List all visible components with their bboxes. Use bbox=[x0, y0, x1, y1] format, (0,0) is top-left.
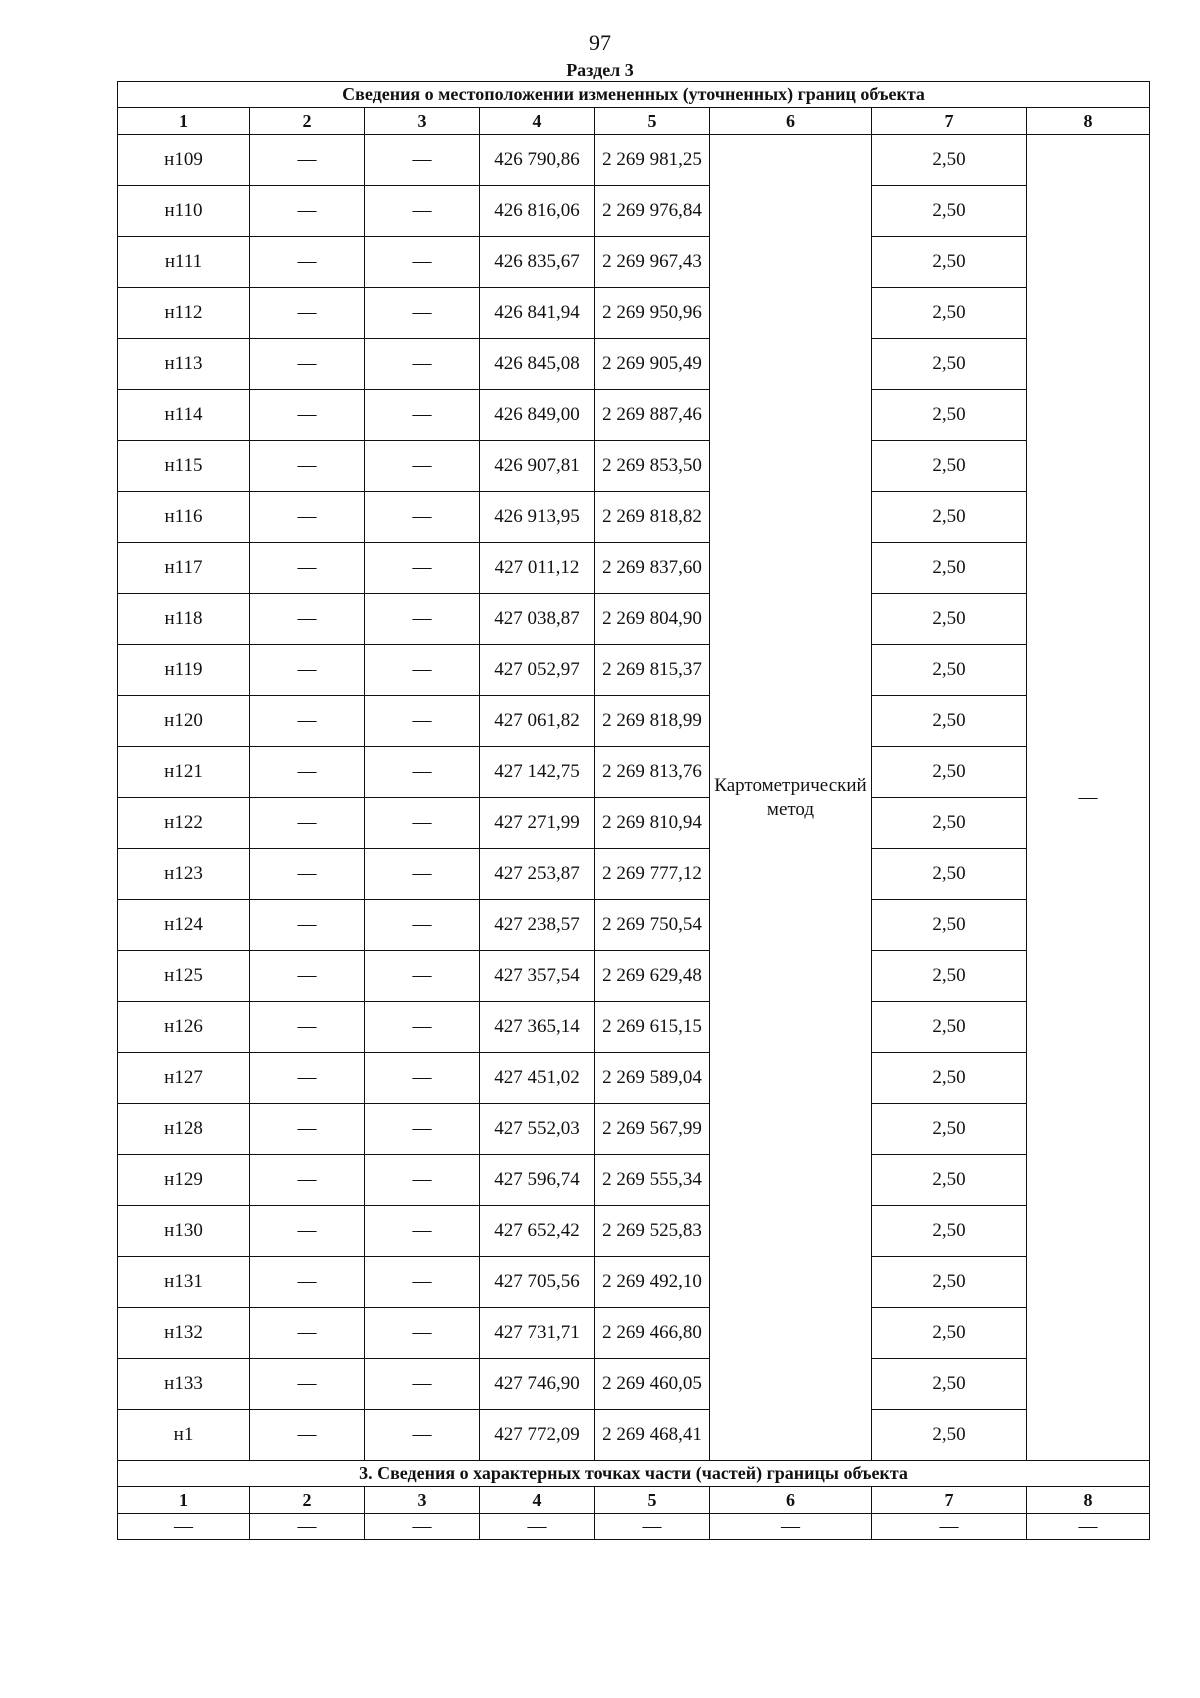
new-x: 427 052,97 bbox=[480, 645, 595, 696]
column-header: 4 bbox=[480, 108, 595, 135]
old-x: — bbox=[250, 798, 365, 849]
new-y: 2 269 905,49 bbox=[595, 339, 710, 390]
table-row bbox=[118, 390, 1150, 441]
old-x: — bbox=[250, 594, 365, 645]
point-name: н1 bbox=[118, 1410, 250, 1461]
column-header: 6 bbox=[710, 108, 872, 135]
new-x: 427 011,12 bbox=[480, 543, 595, 594]
old-y: — bbox=[365, 951, 480, 1002]
new-y: 2 269 837,60 bbox=[595, 543, 710, 594]
accuracy: 2,50 bbox=[872, 1155, 1027, 1206]
old-y: — bbox=[365, 441, 480, 492]
point-name: н111 bbox=[118, 237, 250, 288]
point-name: н117 bbox=[118, 543, 250, 594]
new-x: 427 451,02 bbox=[480, 1053, 595, 1104]
column-header: 8 bbox=[1027, 1487, 1150, 1514]
point-name: н119 bbox=[118, 645, 250, 696]
new-y: 2 269 589,04 bbox=[595, 1053, 710, 1104]
table-row bbox=[118, 1206, 1150, 1257]
old-x: — bbox=[250, 849, 365, 900]
old-x: — bbox=[250, 1206, 365, 1257]
point-name: н110 bbox=[118, 186, 250, 237]
old-x: — bbox=[250, 1155, 365, 1206]
page-number: 97 bbox=[589, 30, 611, 55]
table2-caption bbox=[118, 1461, 1150, 1487]
old-y: — bbox=[365, 1359, 480, 1410]
column-header: 5 bbox=[595, 1487, 710, 1514]
accuracy: 2,50 bbox=[872, 288, 1027, 339]
new-x: 427 365,14 bbox=[480, 1002, 595, 1053]
old-y: — bbox=[365, 1308, 480, 1359]
old-x: — bbox=[250, 288, 365, 339]
table-row bbox=[118, 951, 1150, 1002]
table2-caption-text: 3. Сведения о характерных точках части (частей) границы объекта bbox=[118, 1461, 1150, 1487]
point-name: н123 bbox=[118, 849, 250, 900]
new-x: 427 253,87 bbox=[480, 849, 595, 900]
new-y: 2 269 629,48 bbox=[595, 951, 710, 1002]
old-y: — bbox=[365, 237, 480, 288]
old-y: — bbox=[365, 1104, 480, 1155]
accuracy: 2,50 bbox=[872, 798, 1027, 849]
method-cell: Картометрический метод bbox=[710, 135, 872, 1461]
point-name: н129 bbox=[118, 1155, 250, 1206]
empty-cell: — bbox=[595, 1514, 710, 1540]
accuracy: 2,50 bbox=[872, 135, 1027, 186]
table-row bbox=[118, 186, 1150, 237]
empty-cell: — bbox=[250, 1514, 365, 1540]
new-y: 2 269 466,80 bbox=[595, 1308, 710, 1359]
new-x: 427 731,71 bbox=[480, 1308, 595, 1359]
new-x: 426 849,00 bbox=[480, 390, 595, 441]
point-name: н121 bbox=[118, 747, 250, 798]
empty-cell: — bbox=[480, 1514, 595, 1540]
new-y: 2 269 492,10 bbox=[595, 1257, 710, 1308]
accuracy: 2,50 bbox=[872, 594, 1027, 645]
old-x: — bbox=[250, 1002, 365, 1053]
new-x: 426 907,81 bbox=[480, 441, 595, 492]
column-header: 3 bbox=[365, 108, 480, 135]
accuracy: 2,50 bbox=[872, 849, 1027, 900]
new-y: 2 269 804,90 bbox=[595, 594, 710, 645]
table-row bbox=[118, 1155, 1150, 1206]
old-y: — bbox=[365, 339, 480, 390]
column-header: 1 bbox=[118, 108, 250, 135]
new-x: 427 238,57 bbox=[480, 900, 595, 951]
old-y: — bbox=[365, 1410, 480, 1461]
old-y: — bbox=[365, 696, 480, 747]
old-x: — bbox=[250, 1104, 365, 1155]
new-y: 2 269 525,83 bbox=[595, 1206, 710, 1257]
new-x: 427 357,54 bbox=[480, 951, 595, 1002]
accuracy: 2,50 bbox=[872, 1104, 1027, 1155]
point-name: н120 bbox=[118, 696, 250, 747]
point-name: н133 bbox=[118, 1359, 250, 1410]
old-y: — bbox=[365, 543, 480, 594]
accuracy: 2,50 bbox=[872, 1257, 1027, 1308]
new-y: 2 269 815,37 bbox=[595, 645, 710, 696]
old-x: — bbox=[250, 1359, 365, 1410]
old-y: — bbox=[365, 798, 480, 849]
new-y: 2 269 777,12 bbox=[595, 849, 710, 900]
table-caption bbox=[118, 82, 1150, 108]
old-x: — bbox=[250, 339, 365, 390]
table-row bbox=[118, 849, 1150, 900]
point-name: н116 bbox=[118, 492, 250, 543]
new-y: 2 269 615,15 bbox=[595, 1002, 710, 1053]
old-x: — bbox=[250, 1053, 365, 1104]
empty-cell: — bbox=[872, 1514, 1027, 1540]
old-x: — bbox=[250, 1308, 365, 1359]
accuracy: 2,50 bbox=[872, 645, 1027, 696]
new-x: 426 845,08 bbox=[480, 339, 595, 390]
old-y: — bbox=[365, 900, 480, 951]
table-row bbox=[118, 1257, 1150, 1308]
header-row bbox=[118, 108, 1150, 135]
new-x: 427 061,82 bbox=[480, 696, 595, 747]
new-x: 427 038,87 bbox=[480, 594, 595, 645]
table-row bbox=[118, 543, 1150, 594]
old-y: — bbox=[365, 1155, 480, 1206]
column-header: 4 bbox=[480, 1487, 595, 1514]
old-y: — bbox=[365, 186, 480, 237]
old-x: — bbox=[250, 1257, 365, 1308]
table-row bbox=[118, 747, 1150, 798]
new-x: 427 746,90 bbox=[480, 1359, 595, 1410]
new-y: 2 269 567,99 bbox=[595, 1104, 710, 1155]
accuracy: 2,50 bbox=[872, 492, 1027, 543]
point-name: н112 bbox=[118, 288, 250, 339]
old-y: — bbox=[365, 288, 480, 339]
new-x: 426 841,94 bbox=[480, 288, 595, 339]
accuracy: 2,50 bbox=[872, 237, 1027, 288]
new-x: 427 142,75 bbox=[480, 747, 595, 798]
table-row bbox=[118, 1308, 1150, 1359]
column-header: 5 bbox=[595, 108, 710, 135]
column-header: 7 bbox=[872, 108, 1027, 135]
old-y: — bbox=[365, 645, 480, 696]
new-x: 427 772,09 bbox=[480, 1410, 595, 1461]
accuracy: 2,50 bbox=[872, 186, 1027, 237]
table-row bbox=[118, 441, 1150, 492]
accuracy: 2,50 bbox=[872, 1002, 1027, 1053]
old-x: — bbox=[250, 390, 365, 441]
old-y: — bbox=[365, 747, 480, 798]
empty-cell: — bbox=[118, 1514, 250, 1540]
old-y: — bbox=[365, 849, 480, 900]
column-header: 6 bbox=[710, 1487, 872, 1514]
point-name: н113 bbox=[118, 339, 250, 390]
point-name: н131 bbox=[118, 1257, 250, 1308]
old-y: — bbox=[365, 492, 480, 543]
accuracy: 2,50 bbox=[872, 951, 1027, 1002]
old-y: — bbox=[365, 594, 480, 645]
table-row bbox=[118, 594, 1150, 645]
new-x: 427 596,74 bbox=[480, 1155, 595, 1206]
new-y: 2 269 460,05 bbox=[595, 1359, 710, 1410]
new-y: 2 269 967,43 bbox=[595, 237, 710, 288]
table-row bbox=[118, 798, 1150, 849]
point-name: н114 bbox=[118, 390, 250, 441]
point-name: н124 bbox=[118, 900, 250, 951]
point-name: н127 bbox=[118, 1053, 250, 1104]
old-x: — bbox=[250, 543, 365, 594]
new-y: 2 269 818,99 bbox=[595, 696, 710, 747]
new-y: 2 269 853,50 bbox=[595, 441, 710, 492]
column-header: 2 bbox=[250, 1487, 365, 1514]
accuracy: 2,50 bbox=[872, 543, 1027, 594]
accuracy: 2,50 bbox=[872, 900, 1027, 951]
accuracy: 2,50 bbox=[872, 1053, 1027, 1104]
new-x: 427 271,99 bbox=[480, 798, 595, 849]
old-x: — bbox=[250, 1410, 365, 1461]
new-y: 2 269 981,25 bbox=[595, 135, 710, 186]
old-x: — bbox=[250, 900, 365, 951]
accuracy: 2,50 bbox=[872, 696, 1027, 747]
new-x: 426 835,67 bbox=[480, 237, 595, 288]
new-y: 2 269 468,41 bbox=[595, 1410, 710, 1461]
table-row bbox=[118, 492, 1150, 543]
table-row bbox=[118, 1104, 1150, 1155]
point-name: н126 bbox=[118, 1002, 250, 1053]
accuracy: 2,50 bbox=[872, 1359, 1027, 1410]
new-y: 2 269 813,76 bbox=[595, 747, 710, 798]
new-x: 427 652,42 bbox=[480, 1206, 595, 1257]
column-header: 8 bbox=[1027, 108, 1150, 135]
old-y: — bbox=[365, 1002, 480, 1053]
old-y: — bbox=[365, 1257, 480, 1308]
table-row bbox=[118, 288, 1150, 339]
new-x: 426 816,06 bbox=[480, 186, 595, 237]
new-y: 2 269 750,54 bbox=[595, 900, 710, 951]
column-header: 3 bbox=[365, 1487, 480, 1514]
old-y: — bbox=[365, 390, 480, 441]
old-x: — bbox=[250, 747, 365, 798]
old-x: — bbox=[250, 441, 365, 492]
table-row bbox=[118, 237, 1150, 288]
point-name: н118 bbox=[118, 594, 250, 645]
old-x: — bbox=[250, 696, 365, 747]
col8-cell: — bbox=[1027, 135, 1150, 1461]
table-row bbox=[118, 696, 1150, 747]
accuracy: 2,50 bbox=[872, 339, 1027, 390]
new-x: 427 705,56 bbox=[480, 1257, 595, 1308]
accuracy: 2,50 bbox=[872, 441, 1027, 492]
old-x: — bbox=[250, 186, 365, 237]
new-x: 427 552,03 bbox=[480, 1104, 595, 1155]
old-y: — bbox=[365, 135, 480, 186]
new-y: 2 269 887,46 bbox=[595, 390, 710, 441]
point-name: н125 bbox=[118, 951, 250, 1002]
new-y: 2 269 950,96 bbox=[595, 288, 710, 339]
table-row bbox=[118, 1410, 1150, 1461]
old-x: — bbox=[250, 492, 365, 543]
old-x: — bbox=[250, 645, 365, 696]
column-header: 2 bbox=[250, 108, 365, 135]
point-name: н115 bbox=[118, 441, 250, 492]
column-header: 1 bbox=[118, 1487, 250, 1514]
table-row bbox=[118, 1514, 1150, 1540]
accuracy: 2,50 bbox=[872, 1206, 1027, 1257]
new-x: 426 790,86 bbox=[480, 135, 595, 186]
new-x: 426 913,95 bbox=[480, 492, 595, 543]
header-row-2 bbox=[118, 1487, 1150, 1514]
old-y: — bbox=[365, 1053, 480, 1104]
old-y: — bbox=[365, 1206, 480, 1257]
point-name: н130 bbox=[118, 1206, 250, 1257]
accuracy: 2,50 bbox=[872, 390, 1027, 441]
new-y: 2 269 976,84 bbox=[595, 186, 710, 237]
new-y: 2 269 818,82 bbox=[595, 492, 710, 543]
table-row bbox=[118, 900, 1150, 951]
point-name: н122 bbox=[118, 798, 250, 849]
point-name: н128 bbox=[118, 1104, 250, 1155]
table-row bbox=[118, 1359, 1150, 1410]
empty-cell: — bbox=[1027, 1514, 1150, 1540]
new-y: 2 269 555,34 bbox=[595, 1155, 710, 1206]
old-x: — bbox=[250, 951, 365, 1002]
new-y: 2 269 810,94 bbox=[595, 798, 710, 849]
table-caption-text: Сведения о местоположении измененных (уточненных) границ объекта bbox=[118, 82, 1150, 108]
empty-cell: — bbox=[710, 1514, 872, 1540]
empty-cell: — bbox=[365, 1514, 480, 1540]
accuracy: 2,50 bbox=[872, 747, 1027, 798]
table-row bbox=[118, 645, 1150, 696]
table-row bbox=[118, 1002, 1150, 1053]
point-name: н109 bbox=[118, 135, 250, 186]
column-header: 7 bbox=[872, 1487, 1027, 1514]
accuracy: 2,50 bbox=[872, 1308, 1027, 1359]
table-row bbox=[118, 339, 1150, 390]
table-row bbox=[118, 1053, 1150, 1104]
old-x: — bbox=[250, 135, 365, 186]
section-title: Раздел 3 bbox=[566, 60, 634, 80]
accuracy: 2,50 bbox=[872, 1410, 1027, 1461]
point-name: н132 bbox=[118, 1308, 250, 1359]
coordinates-table bbox=[117, 81, 1150, 1540]
table-row bbox=[118, 135, 1150, 186]
old-x: — bbox=[250, 237, 365, 288]
